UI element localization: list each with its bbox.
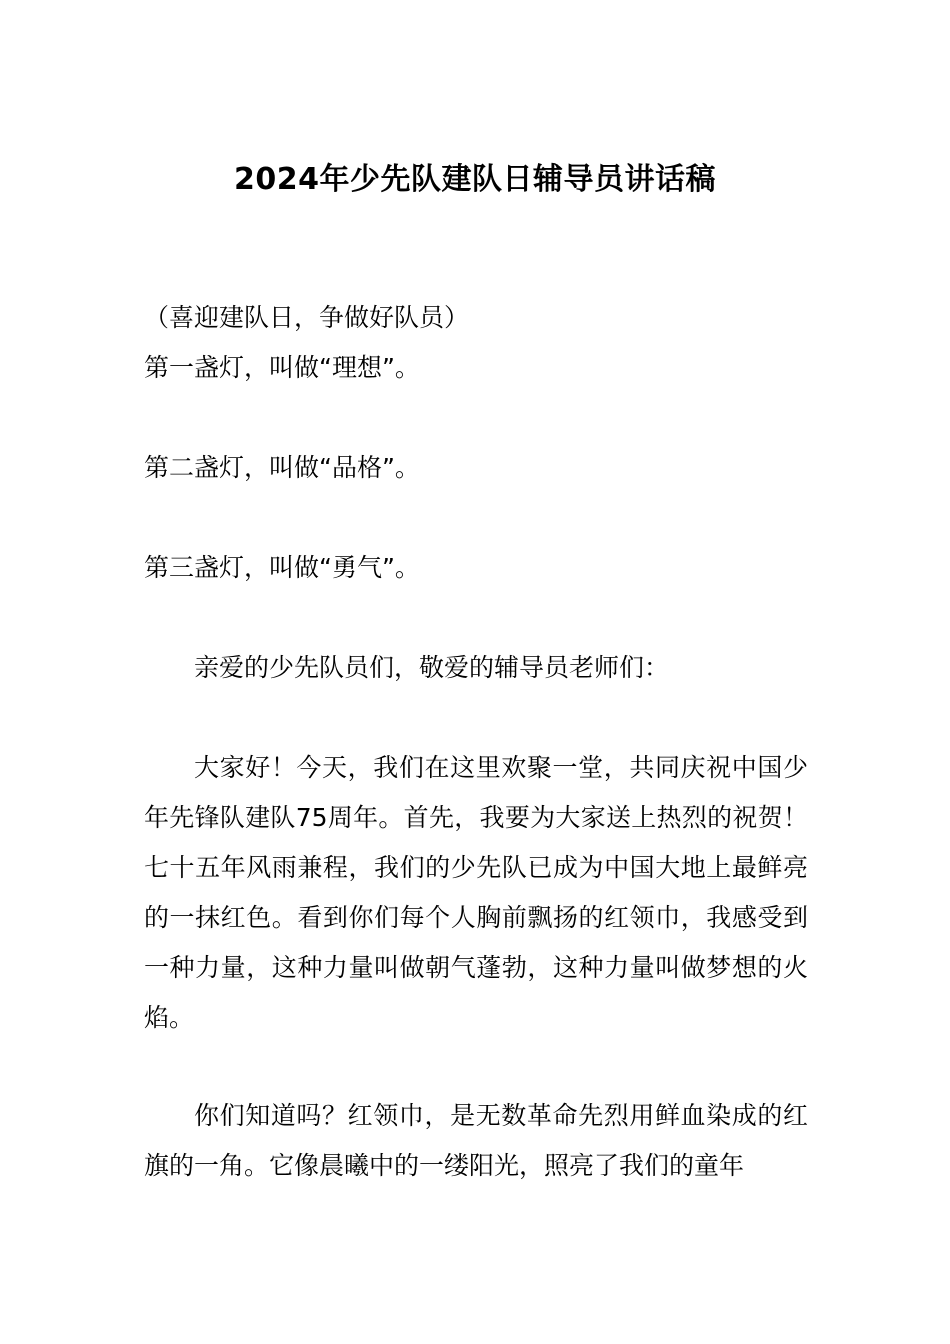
lamp-line-3: 第三盏灯，叫做“勇气”。 — [144, 553, 420, 582]
subtitle: （喜迎建队日，争做好队员） — [144, 303, 470, 332]
document-title: 2024年少先队建队日辅导员讲话稿 — [234, 162, 716, 197]
lamp-line-2: 第二盏灯，叫做“品格”。 — [144, 453, 420, 482]
body-paragraph-1: 大家好！今天，我们在这里欢聚一堂，共同庆祝中国少年先锋队建队75周年。首先，我要为大家送上热烈的祝贺！七十五年风雨兼程，我们的少先队已成为中国大地上最鲜亮的一抹红色。看到你们每个人胸前飘扬的红领巾，我感受到一种力量，这种力量叫做朝气蓬勃，这种力量叫做梦想的火焰。 — [144, 753, 808, 1032]
greeting-paragraph: 亲爱的少先队员们，敬爱的辅导员老师们： — [194, 653, 670, 682]
body-paragraph-2: 你们知道吗？红领巾，是无数革命先烈用鲜血染成的红旗的一角。它像晨曦中的一缕阳光，照亮了我们的童年 — [144, 1101, 808, 1180]
lamp-line-1: 第一盏灯，叫做“理想”。 — [144, 353, 420, 382]
